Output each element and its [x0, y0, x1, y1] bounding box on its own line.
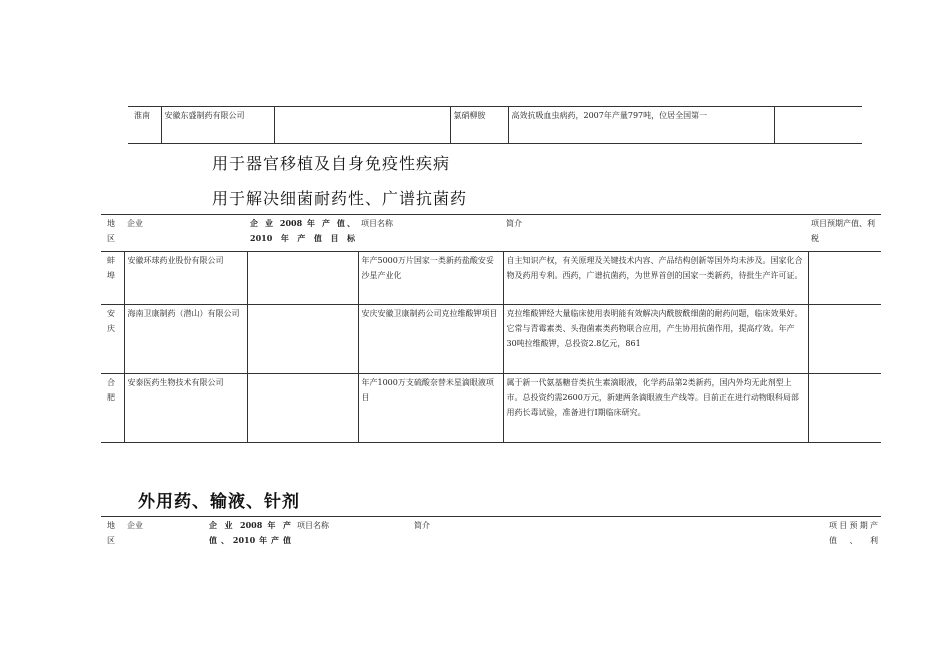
project-cell: 年产5000万片国家一类新药盐酸安妥沙星产业化 — [358, 252, 503, 305]
table-huainan — [128, 106, 862, 144]
table-header-row — [101, 215, 881, 252]
header-output: 企 业 2008 年 产 值、2010年产值 — [206, 517, 294, 554]
tax-cell — [808, 252, 881, 305]
empty-cell — [774, 107, 862, 144]
region-cell: 蚌埠 — [101, 252, 124, 305]
table-header-row — [101, 517, 881, 554]
company-cell: 安徽环球药业股份有限公司 — [124, 252, 247, 305]
intro-cell: 属于新一代氨基糖苷类抗生素滴眼液，化学药品第2类新药，国内外均无此剂型上市。总投资约需2600万元，新建两条滴眼液生产线等。目前正在进行动物眼科局部用药长毒试验，准备进行Ⅰ期临床研究。 — [503, 374, 808, 443]
table-row — [101, 305, 881, 374]
table-row — [101, 252, 881, 305]
region-cell: 淮南 — [128, 107, 161, 144]
header-region: 地区 — [101, 215, 124, 252]
region-cell: 合肥 — [101, 374, 124, 443]
intro-cell: 高效抗吸血虫病药，2007年产量797吨，位居全国第一 — [508, 107, 774, 144]
header-project: 项目名称 — [294, 517, 411, 554]
header-intro: 简介 — [411, 517, 826, 554]
empty-cell — [274, 107, 450, 144]
output-cell — [247, 305, 358, 374]
header-region: 地区 — [101, 517, 124, 554]
intro-cell: 克拉维酸钾经大量临床使用表明能有效解决内酰胺酰细菌的耐药问题，临床效果好。它常与青霉素类、头孢菌素类药物联合应用，产生协用抗菌作用，提高疗效。年产30吨拉维酸钾，总投资2.8亿元，861 — [503, 305, 808, 374]
table-antibacterial — [101, 214, 881, 443]
header-company: 企业 — [124, 215, 247, 252]
table-row — [128, 107, 862, 144]
project-cell: 安庆安徽卫康制药公司克拉维酸钾项目 — [358, 305, 503, 374]
table-topical — [101, 516, 881, 553]
section-heading-antibacterial: 用于解决细菌耐药性、广谱抗菌药 — [212, 189, 468, 208]
project-cell: 氯硝柳胺 — [450, 107, 508, 144]
header-project: 项目名称 — [358, 215, 503, 252]
region-cell: 安庆 — [101, 305, 124, 374]
company-cell: 海南卫康制药（潜山）有限公司 — [124, 305, 247, 374]
header-tax: 项目预期产值、利税 — [808, 215, 881, 252]
table-row — [101, 374, 881, 443]
header-output: 企 业 2008 年 产 值、2010年产值目标 — [247, 215, 358, 252]
output-cell — [247, 252, 358, 305]
company-cell: 安泰医药生物技术有限公司 — [124, 374, 247, 443]
header-tax: 项目预期产值、利 — [826, 517, 881, 554]
project-cell: 年产1000万支硫酸奈替米星滴眼液项目 — [358, 374, 503, 443]
tax-cell — [808, 374, 881, 443]
output-cell — [247, 374, 358, 443]
header-intro: 简介 — [503, 215, 808, 252]
section-heading-topical: 外用药、输液、针剂 — [138, 492, 300, 512]
tax-cell — [808, 305, 881, 374]
section-heading-immune: 用于器官移植及自身免疫性疾病 — [212, 154, 451, 173]
header-company: 企业 — [124, 517, 206, 554]
company-cell: 安徽东盛制药有限公司 — [161, 107, 274, 144]
intro-cell: 自主知识产权，有关原理及关键技术内容、产品结构创新等国外均未涉及。国家化合物及药用专利。西药，广谱抗菌药，为世界首创的国家一类新药，待批生产许可证。 — [503, 252, 808, 305]
